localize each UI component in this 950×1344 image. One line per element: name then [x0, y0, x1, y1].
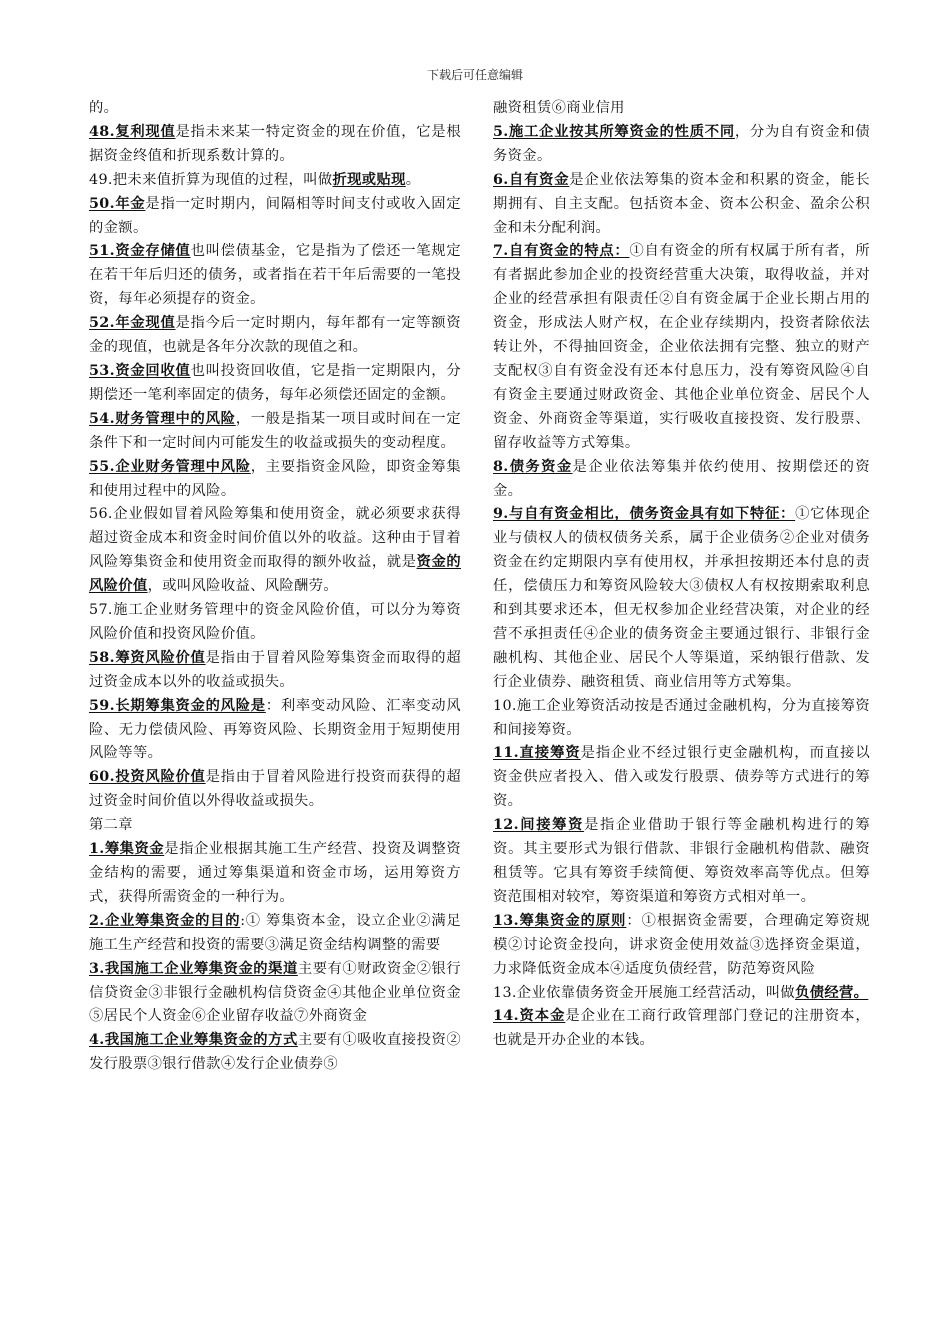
paragraph — [493, 1005, 870, 1053]
body-text: 主要有①财政资金②银行信贷资金③非银行金融机构信贷资金④其他企业单位资金⑤居民个人资金⑥企业留存收益⑦外商资金 — [89, 960, 461, 1025]
paragraph — [89, 647, 461, 695]
term-heading: 51.资金存储值 — [89, 243, 191, 260]
term-heading: 12.间接筹资 — [493, 817, 585, 834]
body-text: 是指未来某一特定资金的现在价值，它是根据资金终值和折现系数计算的。 — [89, 123, 461, 164]
body-text: 是指企业借助于银行等金融机构进行的筹资。其主要形式为银行借款、非银行金融机构借款、融资租赁等。它具有筹资手续简便、筹资效率高等优点。但筹资范围相对较窄，筹资渠道和筹资方式相对单一。 — [493, 817, 870, 905]
body-text: 是企业在工商行政管理部门登记的注册资本，也就是开办企业的本钱。 — [493, 1008, 870, 1049]
term-heading: 7.自有资金的特点： — [493, 243, 630, 260]
paragraph — [493, 97, 870, 121]
body-text: 是指企业根据其施工生产经营、投资及调整资金结构的需要，通过筹集渠道和资金市场，运用筹资方式，获得所需资金的一种行为。 — [89, 841, 462, 905]
term-heading: 9.与自有资金相比，债务资金具有如下特征： — [493, 506, 796, 523]
term-heading: 58.筹资风险价值 — [89, 649, 206, 666]
body-text: 也叫偿债基金，它是指为了偿还一笔规定在若干年后归还的债务，或者指在若干年后需要的一笔投资，每年必须提存的资金。 — [89, 243, 461, 308]
body-text: ①自有资金的所有权属于所有者，所有者据此参加企业的投资经营重大决策，取得收益，并对企业的经营承担有限责任②自有资金属于企业长期占用的资金，形成法人财产权，在企业存续期内，投资者除依法转让外，不得抽回资金，企业依法拥有完整、独立的财产支配权③自有资金没有还本付息压力，没有筹资风险④自有资金主要通过财政资金、其他企业单位资金、居民个人资金、外商资金等渠道，实行吸收直接投资、发行股票、留存收益等方式筹集。 — [493, 243, 870, 451]
term-heading: 13.筹集资金的原则 — [493, 912, 627, 929]
body-text: 是指一定时期内，间隔相等时间支付或收入固定的金额。 — [89, 195, 461, 236]
term-heading: 8.债务资金 — [493, 458, 573, 475]
paragraph — [89, 599, 461, 647]
paragraph — [493, 982, 870, 1006]
paragraph — [493, 240, 870, 455]
body-text: 也叫投资回收值，它是指一定期限内，分期偿还一笔利率固定的债务，每年必须偿还固定的金额。 — [89, 362, 461, 403]
term-heading: 11.直接筹资 — [493, 745, 581, 762]
left-column — [89, 97, 461, 1077]
paragraph — [493, 910, 870, 982]
paragraph — [493, 456, 870, 504]
body-text: ，一般是指某一项目或时间在一定条件下和一定时间内可能发生的收益或损失的变动程度。 — [89, 410, 461, 451]
term-heading: 14.资本金 — [493, 1008, 566, 1025]
term-heading: 60.投资风险价值 — [89, 769, 206, 786]
paragraph — [493, 695, 870, 743]
body-text: 的。 — [89, 100, 119, 116]
term-heading: 负债经营。 — [795, 984, 869, 1001]
paragraph — [89, 408, 461, 456]
body-text: 主要有①吸收直接投资②发行股票③银行借款④发行企业债券⑤ — [89, 1032, 461, 1073]
body-text: ：利率变动风险、汇率变动风险、无力偿债风险、再筹资风险、长期资金用于短期使用风险等等。 — [89, 697, 461, 762]
term-heading: 6.自有资金 — [493, 171, 570, 188]
body-text: ，或叫风险收益、风险酬劳。 — [147, 578, 339, 595]
right-column — [493, 97, 870, 1053]
body-text: 49.把未来值折算为现值的过程，叫做 — [89, 171, 333, 188]
term-heading: 5.施工企业按其所筹资金的性质不同 — [493, 123, 735, 140]
term-heading: 54.财务管理中的风险 — [89, 410, 236, 427]
paragraph — [493, 742, 870, 814]
body-text: ，分为自有资金和债务资金。 — [493, 123, 870, 164]
paragraph — [89, 169, 461, 193]
paragraph — [89, 838, 461, 910]
paragraph — [89, 240, 461, 312]
paragraph — [493, 503, 870, 694]
paragraph — [89, 695, 461, 767]
body-text: 13.企业依靠债务资金开展施工经营活动，叫做 — [493, 984, 796, 1001]
term-heading: 50.年金 — [89, 195, 146, 212]
page-header: 下载后可任意编辑 — [426, 68, 523, 82]
body-text: 第二章 — [89, 817, 133, 834]
body-text: 57.施工企业财务管理中的资金风险价值，可以分为筹资风险价值和投资风险价值。 — [89, 602, 461, 642]
term-heading: 59.长期筹集资金的风险是 — [89, 697, 266, 714]
paragraph — [89, 503, 461, 599]
term-heading: 55.企业财务管理中风险 — [89, 458, 251, 475]
term-heading: 3.我国施工企业筹集资金的渠道 — [89, 960, 298, 977]
body-text: ①它体现企业与债权人的债权债务关系，属于企业债务②企业对债务资金在约定期限内享有使用权，并承担按期还本付息的责任，偿债压力和筹资风险较大③债权人有权按期索取利息和到其要求还本，但无权参加企业经营决策，对企业的经营不承担责任④企业的债务资金主要通过银行、非银行金融机构、其他企业、居民个人等渠道，采纳银行借款、发行企业债券、融资租赁、商业信用等方式筹集。 — [493, 506, 870, 690]
body-text: 。 — [405, 171, 421, 188]
paragraph — [89, 910, 461, 958]
paragraph — [89, 1029, 461, 1077]
body-text: 是企业依法筹集并依约使用、按期偿还的资金。 — [493, 458, 870, 499]
paragraph — [89, 766, 461, 814]
paragraph — [89, 97, 461, 121]
body-text: :① 筹集资本金，设立企业②满足施工生产经营和投资的需要③满足资金结构调整的需要 — [89, 912, 461, 953]
paragraph — [89, 193, 461, 241]
body-text: 是企业依法筹集的资本金和积累的资金，能长期拥有、自主支配。包括资本金、资本公积金、盈余公积金和未分配利润。 — [493, 171, 870, 236]
body-text: 56.企业假如冒着风险筹集和使用资金，就必须要求获得超过资金成本和资金时间价值以外的收益。这种由于冒着风险筹集资金和使用资金而取得的额外收益，就是 — [89, 506, 461, 571]
paragraph — [89, 456, 461, 504]
term-heading: 4.我国施工企业筹集资金的方式 — [89, 1032, 298, 1049]
paragraph — [493, 814, 870, 910]
term-heading: 53.资金回收值 — [89, 362, 191, 379]
term-heading: 折现或贴现 — [332, 171, 406, 188]
paragraph — [493, 169, 870, 241]
term-heading: 资金的风险价值 — [89, 554, 461, 595]
body-text: 融资租赁⑥商业信用 — [493, 100, 625, 116]
body-text: 是指企业不经过银行吏金融机构，而直接以资金供应者投入、借入或发行股票、债券等方式进行的筹资。 — [493, 745, 871, 810]
body-text: ，主要指资金风险，即资金筹集和使用过程中的风险。 — [89, 458, 461, 499]
term-heading: 2.企业筹集资金的目的 — [89, 912, 241, 929]
term-heading: 1.筹集资金 — [89, 841, 165, 858]
body-text: 是指由于冒着风险进行投资而获得的超过资金时间价值以外得收益或损失。 — [89, 769, 461, 810]
paragraph — [89, 814, 461, 838]
body-text: 是指由于冒着风险筹集资金而取得的超过资金成本以外的收益或损失。 — [89, 649, 461, 690]
paragraph — [493, 121, 870, 169]
body-text: 10.施工企业筹资活动按是否通过金融机构，分为直接筹资和间接筹资。 — [493, 697, 870, 738]
paragraph — [89, 958, 461, 1030]
term-heading: 48.复利现值 — [89, 123, 176, 140]
body-text: 是指今后一定时期内，每年都有一定等额资金的现值，也就是各年分次款的现值之和。 — [89, 315, 461, 356]
body-text: ：①根据资金需要，合理确定筹资规模②讨论资金投向，讲求资金使用效益③选择资金渠道，力求降低资金成本④适度负债经营，防范筹资风险 — [493, 912, 870, 977]
term-heading: 52.年金现值 — [89, 315, 176, 332]
paragraph — [89, 312, 461, 360]
paragraph — [89, 360, 461, 408]
paragraph — [89, 121, 461, 169]
